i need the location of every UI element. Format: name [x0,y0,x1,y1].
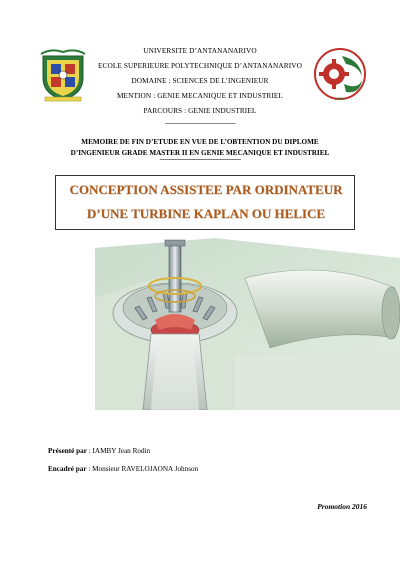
svg-text:ESPA: ESPA [334,96,346,101]
title-line-2: D’UNE TURBINE KAPLAN OU HELICE [86,206,326,221]
domain-line: DOMAINE : SCIENCES DE L’INGENIEUR [131,76,269,85]
header-separator: ----------------------------------------------- [164,121,236,127]
title-line-1: CONCEPTION ASSISTEE PAR ORDINATEUR [69,182,343,197]
presented-separator: : [86,447,93,455]
mention-line: MENTION : GENIE MECANIQUE ET INDUSTRIEL [116,91,284,100]
presented-value: IAMBY Jean Rodin [92,447,151,455]
supervised-label: Encadré par [48,465,87,473]
presented-by [48,447,150,455]
memoire-line-2: D’INGENIEUR GRADE MASTER II EN GENIE MECANIQUE ET INDUSTRIEL [70,149,330,157]
promotion-year: Promotion 2016 [317,502,367,511]
university-name: UNIVERSITE D’ANTANANARIVO [143,46,257,55]
supervised-value: Monsieur RAVELOJAONA Johnson [92,465,199,473]
title-box [55,175,355,230]
school-name: ECOLE SUPERIEURE POLYTECHNIQUE D’ANTANANARIVO [97,61,303,70]
presented-label: Présenté par [48,447,87,455]
parcours-line: PARCOURS : GENIE INDUSTRIEL [143,106,257,115]
memoire-line-1: MEMOIRE DE FIN D’ETUDE EN VUE DE L’OBTENTION DU DIPLOME [81,138,319,146]
supervised-by [48,465,198,473]
memoire-separator: ------------------------------------------------------ [159,157,241,163]
supervised-separator: : [86,465,93,473]
kaplan-turbine-illustration [95,238,400,410]
